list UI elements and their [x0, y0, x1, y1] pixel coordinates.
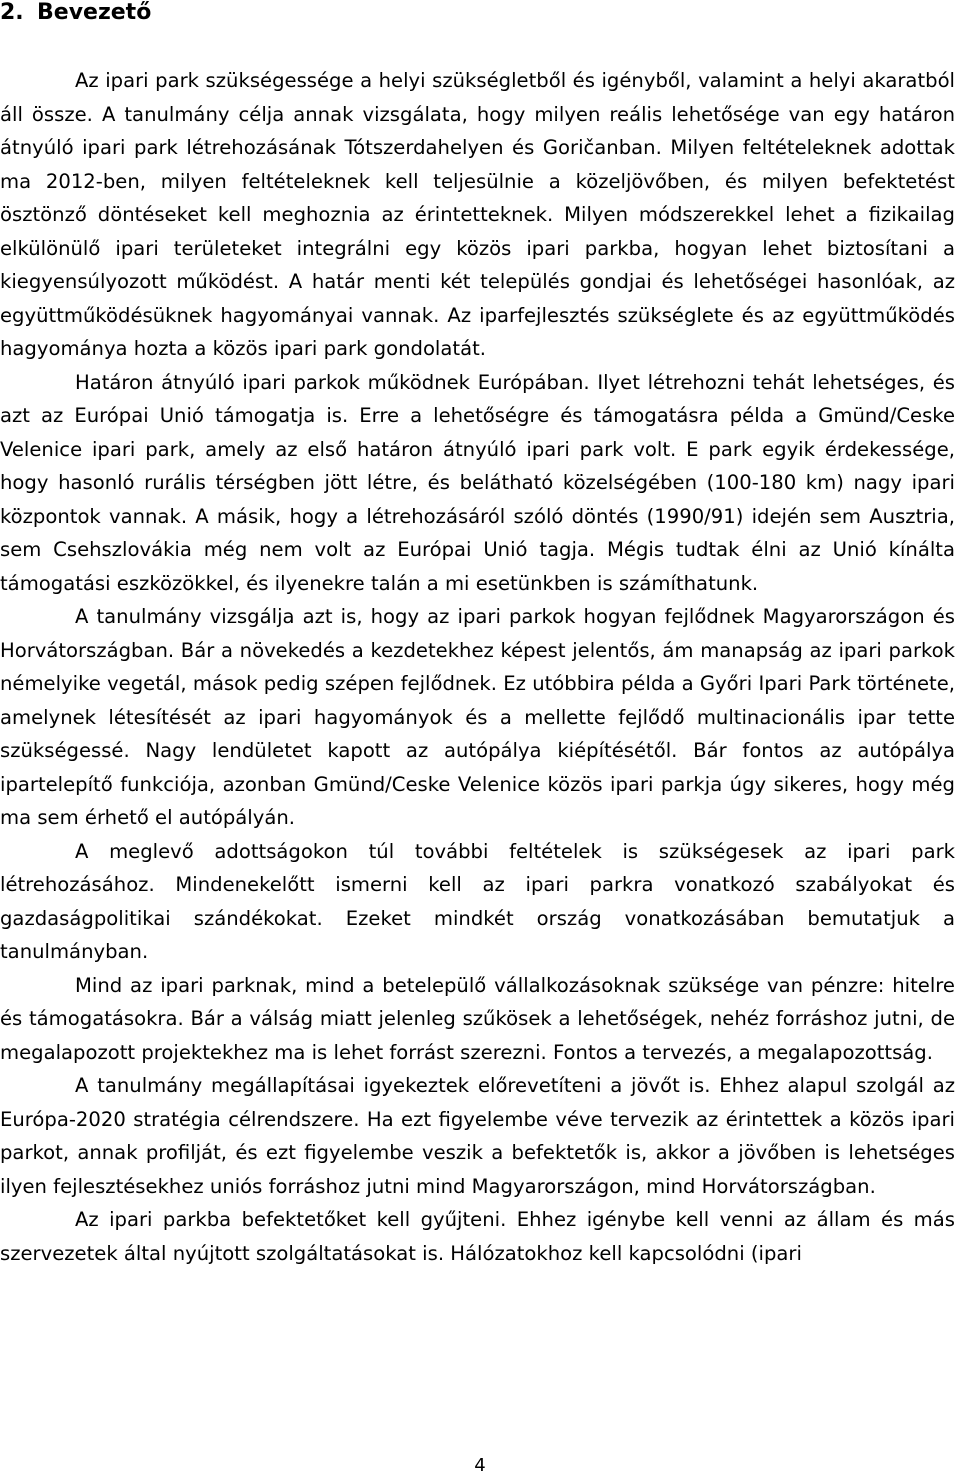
- paragraph-2: Határon átnyúló ipari parkok működnek Európában. Ilyet létrehozni tehát lehetséges, és azt az Európai Unió támogatja is. Erre a lehetőségre és támogatásra példa a Gmünd/Ceske Velenice ipari park, amely az első határon átnyúló ipari park volt. E park egyik érdekessége, hogy hasonló rurális térségben jött létre, és belátható közelségében (100-180 km) nagy ipari központok vannak. A másik, hogy a létrehozásáról szóló döntés (1990/91) idején sem Ausztria, sem Csehszlovákia még nem volt az Európai Unió tagja. Mégis tudtak élni az Unió kínálta támogatási eszközökkel, és ilyenekre talán a mi esetünkben is számíthatunk.: [0, 370, 955, 595]
- paragraph-1: Az ipari park szükségessége a helyi szükségletből és igényből, valamint a helyi akaratból áll össze. A tanulmány célja annak vizsgálata, hogy milyen reális lehetősége van egy határon átnyúló ipari park létrehozásának Tótszerdahelyen és Goričanban. Milyen feltételeknek adottak ma 2012-ben, milyen feltételeknek kell teljesülnie a közeljövőben, és milyen befektetést ösztönző döntéseket kell meghoznia az érintetteknek. Milyen módszerekkel lehet a fizikailag elkülönülő ipari területeket integrálni egy közös ipari parkba, hogyan lehet biztosítani a kiegyensúlyozott működést. A határ menti két település gondjai és lehetőségei hasonlóak, az együttműködésüknek hagyományai vannak. Az iparfejlesztés szükséglete és az együttműködés hagyománya hozta a közös ipari park gondolatát.: [0, 69, 955, 360]
- paragraph-4: A meglevő adottságokon túl további feltételek is szükségesek az ipari park létrehozásához. Mindenekelőtt ismerni kell az ipari parkra vonatkozó szabályokat és gazdaságpolitikai szándékokat. Ezeket mindkét ország vonatkozásában bemutatjuk a tanulmányban.: [0, 839, 955, 963]
- paragraph-6: A tanulmány megállapításai igyekeztek előrevetíteni a jövőt is. Ehhez alapul szolgál az Európa-2020 stratégia célrendszere. Ha ezt figyelembe véve tervezik az érintettek a közös ipari parkot, annak profilját, és ezt figyelembe veszik a befektetők is, akkor a jövőben is lehetséges ilyen fejlesztésekhez uniós forráshoz jutni mind Magyarországon, mind Horvátországban.: [0, 1074, 955, 1198]
- page-number: 4: [474, 1455, 486, 1476]
- section-heading: [0, 0, 151, 26]
- paragraph-7: Az ipari parkba befektetőket kell gyűjteni. Ehhez igénybe kell venni az állam és más szervezetek által nyújtott szolgáltatásokat is. Hálózatokhoz kell kapcsolódni (ipari: [0, 1208, 955, 1265]
- body-text: [0, 64, 955, 1270]
- paragraph-5: Mind az ipari parknak, mind a betelepülő vállalkozásoknak szüksége van pénzre: hitelre és támogatásokra. Bár a válság miatt jelenleg szűkösek a lehetőségek, nehéz forráshoz jutni, de megalapozott projektekhez ma is lehet forrást szerezni. Fontos a tervezés, a megalapozottság.: [0, 973, 955, 1064]
- section-number: 2.: [0, 0, 24, 25]
- section-title: Bevezető: [37, 0, 152, 25]
- paragraph-3: A tanulmány vizsgálja azt is, hogy az ipari parkok hogyan fejlődnek Magyarországon és Horvátországban. Bár a növekedés a kezdetekhez képest jelentős, ám manapság az ipari parkok némelyike vegetál, mások pedig szépen fejlődnek. Ez utóbbira példa a Győri Ipari Park története, amelynek létesítését az ipari hagyományok és a mellette fejlődő multinacionális ipar tette szükségessé. Nagy lendületet kapott az autópálya kiépítésétől. Bár fontos az autópálya ipartelepítő funkciója, azonban Gmünd/Ceske Velenice közös ipari parkja úgy sikeres, hogy még ma sem érhető el autópályán.: [0, 605, 955, 829]
